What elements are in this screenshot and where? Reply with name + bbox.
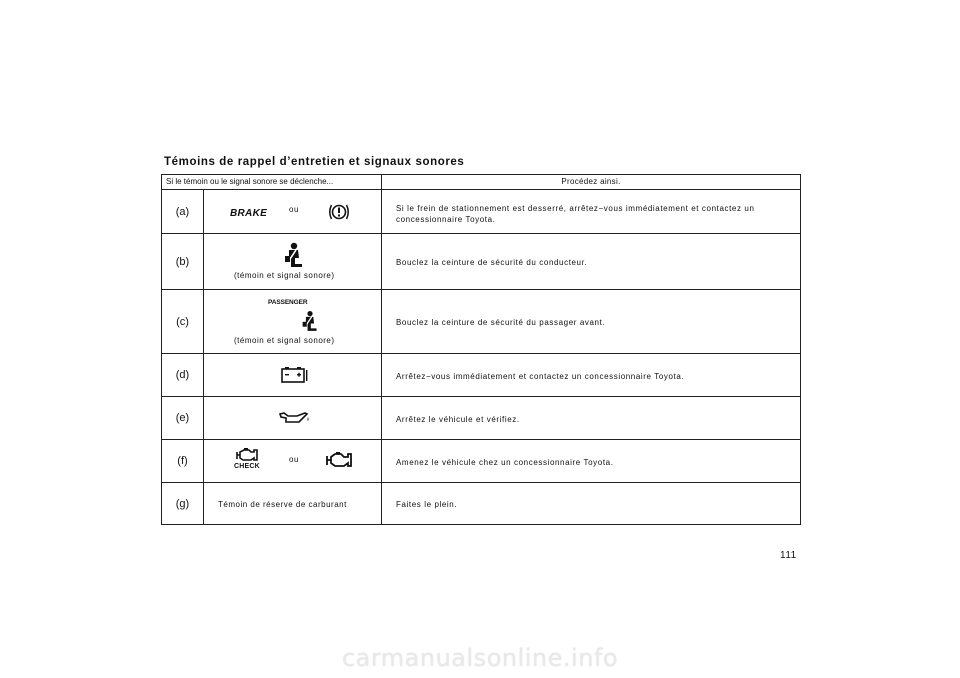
brake-circle-icon xyxy=(327,201,351,223)
row-divider xyxy=(162,289,800,290)
row-label-g: (g) xyxy=(175,498,190,510)
header-left: Si le témoin ou le signal sonore se déclenche... xyxy=(166,177,334,186)
or-text: ou xyxy=(289,205,299,214)
section-title: Témoins de rappel d’entretien et signaux sonores xyxy=(164,156,465,168)
row-label-c: (c) xyxy=(176,316,189,328)
label-column-divider xyxy=(203,190,204,524)
watermark: carmanualsonline.info xyxy=(341,644,619,672)
action-e: Arrêtez le véhicule et vérifiez. xyxy=(396,415,520,424)
row-label-d: (d) xyxy=(175,369,190,381)
action-d: Arrêtez−vous immédiatement et contactez un concessionnaire Toyota. xyxy=(396,372,685,381)
check-engine-icon xyxy=(234,447,260,463)
row-divider xyxy=(162,396,800,397)
brake-text-icon: BRAKE xyxy=(230,208,268,219)
check-text: CHECK xyxy=(234,463,260,470)
row-divider xyxy=(162,233,800,234)
action-b: Bouclez la ceinture de sécurité du conducteur. xyxy=(396,258,588,267)
warning-table xyxy=(161,174,801,525)
row-divider xyxy=(162,439,800,440)
passenger-text: PASSENGER xyxy=(268,299,308,306)
header-right: Procédez ainsi. xyxy=(561,177,621,186)
action-a: Si le frein de stationnement est desserré, arrêtez−vous immédiatement et contactez un concessionnaire Toyota. xyxy=(396,204,755,224)
fuel-indicator-text: Témoin de réserve de carburant xyxy=(218,500,347,509)
row-divider xyxy=(162,189,800,190)
battery-icon xyxy=(280,366,308,384)
seatbelt-icon xyxy=(283,242,305,268)
action-f: Amenez le véhicule chez un concessionnaire Toyota. xyxy=(396,458,614,467)
engine-icon xyxy=(324,451,354,469)
action-c: Bouclez la ceinture de sécurité du passager avant. xyxy=(396,318,606,327)
row-label-a: (a) xyxy=(175,206,190,218)
passenger-seatbelt-icon xyxy=(301,310,319,332)
row-label-f: (f) xyxy=(177,455,188,467)
row-divider xyxy=(162,353,800,354)
caption-b: (témoin et signal sonore) xyxy=(234,271,335,280)
row-label-b: (b) xyxy=(175,256,190,268)
action-g: Faites le plein. xyxy=(396,500,458,509)
caption-c: (témoin et signal sonore) xyxy=(234,336,335,345)
or-text: ou xyxy=(289,455,299,464)
oil-can-icon xyxy=(278,410,310,426)
column-divider xyxy=(381,175,382,524)
page-number: 111 xyxy=(780,550,797,561)
row-divider xyxy=(162,482,800,483)
row-label-e: (e) xyxy=(175,412,190,424)
